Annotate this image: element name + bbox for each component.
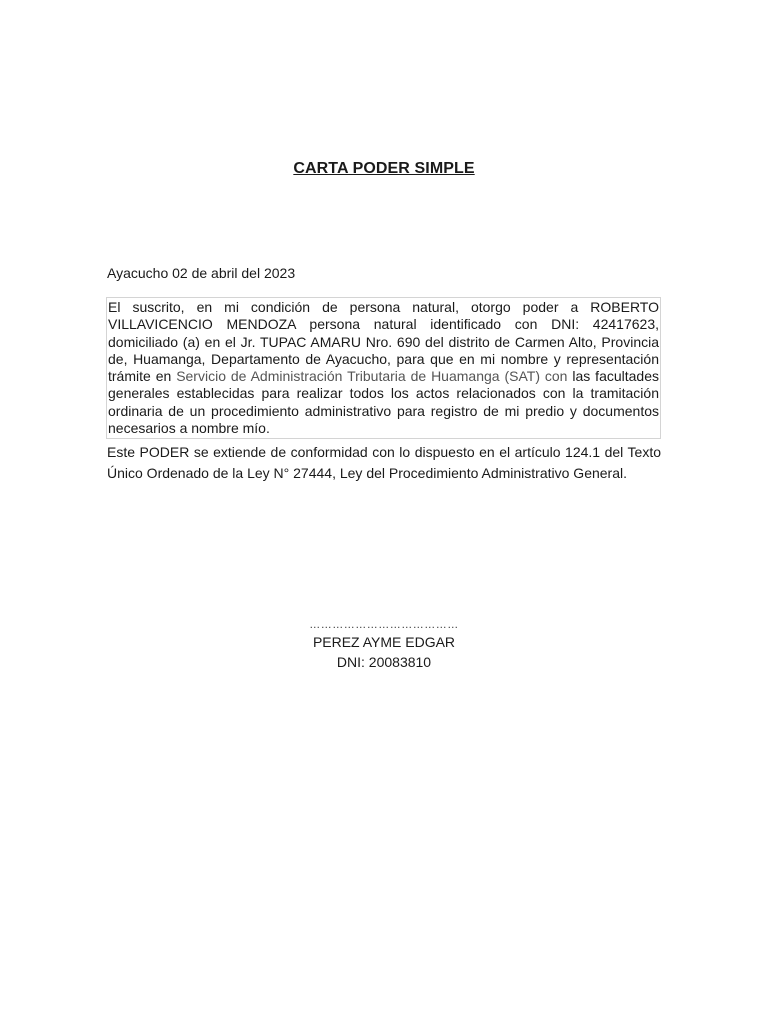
paragraph-text-end: las facultades generales establecidas para realizar todos los actos relacionados con la tramitación ordinaria de un procedimiento administrativo para registro de mi predio y documentos necesarios a nombre mío. <box>108 368 660 437</box>
date-line: Ayacucho 02 de abril del 2023 <box>107 265 296 281</box>
power-grant-paragraph <box>106 297 661 439</box>
legal-basis-paragraph: Este PODER se extiende de conformidad con lo dispuesto en el artículo 124.1 del Texto Único Ordenado de la Ley N° 27444, Ley del Procedimiento Administrativo General. <box>107 444 661 481</box>
signature-line: ………………………………… <box>309 619 459 631</box>
paragraph-text-start: El suscrito, en mi condición de persona natural, otorgo poder a ROBERTO VILLAVICENCIO MENDOZA persona natural identificado con DNI: 42417623, domiciliado (a) en el Jr. TUPAC AMARU Nro. 690 del distrito de Carmen Alto, Provincia de, Huamanga, Departamento de Ayacucho, para que en mi nombre y representación trámite en <box>108 299 659 385</box>
signer-dni: DNI: 20083810 <box>336 654 432 670</box>
signer-name: PEREZ AYME EDGAR <box>312 634 456 650</box>
sat-entity-text: Servicio de Administración Tributaria de Huamanga (SAT) con <box>176 368 568 385</box>
document-title: CARTA PODER SIMPLE <box>293 160 475 177</box>
